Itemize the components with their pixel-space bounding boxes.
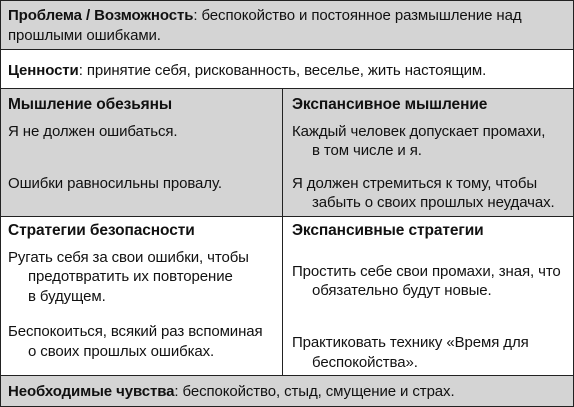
expansive-mind-item: забыть о своих прошлых неудачах. xyxy=(312,194,555,211)
safety-strategy-item: в будущем. xyxy=(28,288,106,305)
expansive-strategy-item: обязательно будут новые. xyxy=(312,282,492,299)
values-line xyxy=(8,61,486,80)
monkey-mind-item: Ошибки равносильны провалу. xyxy=(8,175,222,192)
expansive-strategies-header: Экспансивные стратегии xyxy=(292,222,484,239)
monkey-mind-header: Мышление обезьяны xyxy=(8,96,172,113)
expansive-mind-item: Я должен стремиться к тому, чтобы xyxy=(292,175,538,192)
feelings-section xyxy=(1,376,573,406)
problem-label: Проблема / Возможность xyxy=(8,7,194,24)
monkey-mind-item: Я не должен ошибаться. xyxy=(8,123,178,140)
problem-line-1 xyxy=(8,6,522,25)
safety-strategy-item: Беспокоиться, всякий раз вспоминая xyxy=(8,323,263,340)
expansive-mind-header: Экспансивное мышление xyxy=(292,96,488,113)
safety-strategies-header: Стратегии безопасности xyxy=(8,222,195,239)
expansive-mind-item: Каждый человек допускает промахи, xyxy=(292,123,546,140)
feelings-label: Необходимые чувства xyxy=(8,383,175,400)
values-label: Ценности xyxy=(8,62,79,79)
column-divider xyxy=(282,217,283,375)
safety-strategy-item: Ругать себя за свои ошибки, чтобы xyxy=(8,249,249,266)
column-divider xyxy=(282,89,283,216)
problem-text-1: : беспокойство и постоянное размышление над xyxy=(193,7,522,24)
safety-strategy-item: предотвратить их повторение xyxy=(28,268,233,285)
safety-strategy-item: о своих прошлых ошибках. xyxy=(28,343,215,360)
values-text: : принятие себя, рискованность, веселье, жить настоящим. xyxy=(78,62,487,79)
values-section xyxy=(1,50,573,89)
feelings-text: : беспокойство, стыд, смущение и страх. xyxy=(174,383,455,400)
expansive-strategy-item: беспокойства». xyxy=(312,354,418,371)
problem-line-2: прошлыми ошибками. xyxy=(8,27,161,44)
strategies-section xyxy=(1,217,573,376)
expansive-strategy-item: Практиковать технику «Время для xyxy=(292,334,529,351)
expansive-mind-item: в том числе и я. xyxy=(312,142,422,159)
problem-section xyxy=(1,1,573,50)
thinking-section xyxy=(1,89,573,217)
feelings-line xyxy=(8,382,455,401)
expansive-strategy-item: Простить себе свои промахи, зная, что xyxy=(292,263,561,280)
